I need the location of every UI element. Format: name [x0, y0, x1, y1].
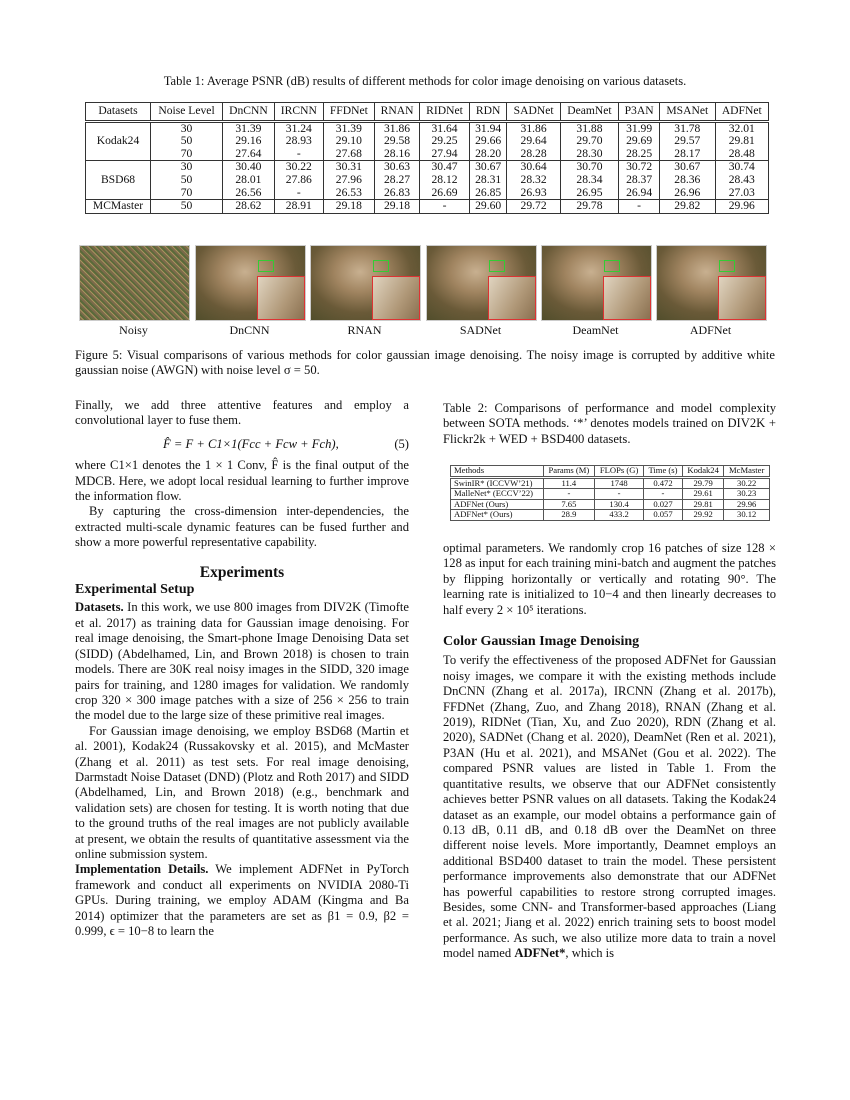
table1-header: Noise Level: [151, 103, 223, 122]
table-row: [451, 477, 770, 489]
table-cell: 31.39: [222, 121, 274, 135]
table-cell: 28.20: [469, 148, 507, 161]
image-label: SADNet: [459, 323, 502, 337]
table-cell: 28.17: [660, 148, 716, 161]
table-cell: 30.12: [724, 510, 770, 521]
table-cell: 30.64: [507, 161, 560, 174]
table-cell: 29.70: [560, 135, 618, 148]
dataset-cell: BSD68: [86, 161, 151, 200]
table-cell: 27.68: [323, 148, 374, 161]
table-row: [86, 174, 769, 187]
right-column: [443, 401, 776, 447]
paragraph-end: , which is: [565, 946, 615, 961]
run-in-heading: Datasets.: [75, 600, 124, 615]
zoom-inset: [488, 276, 536, 320]
table1-header: SADNet: [507, 103, 560, 122]
table-cell: 29.61: [682, 489, 723, 500]
table-cell: 30.22: [274, 161, 323, 174]
table-cell: 7.65: [543, 499, 595, 510]
table1-header: DeamNet: [560, 103, 618, 122]
table-cell: 0.057: [644, 510, 683, 521]
zoom-inset: [257, 276, 305, 320]
zoom-region-box: [489, 260, 505, 272]
table-cell: -: [595, 489, 644, 500]
table-cell: 30.22: [724, 477, 770, 489]
table-cell: 28.32: [507, 174, 560, 187]
paragraph: We implement ADFNet in PyTorch framework and conduct all experiments on NVIDIA 2080-Ti GPUs. During training, we employ ADAM (Kingma and Ba 2014) optimizer that the parameters are set as β1 = 0.9, β2 = 0.999, ϵ = 10−8 to learn the: [75, 862, 409, 938]
table-cell: 50: [151, 174, 223, 187]
table2-header: Kodak24: [682, 466, 723, 478]
table-cell: 30.74: [715, 161, 768, 174]
comparison-image: [656, 245, 767, 321]
table-cell: 70: [151, 148, 223, 161]
table-cell: 26.94: [619, 187, 660, 200]
table-row: [451, 499, 770, 510]
section-heading: Experiments: [199, 563, 285, 581]
comparison-image: [541, 245, 652, 321]
table-cell: 31.99: [619, 121, 660, 135]
table-cell: 30.70: [560, 161, 618, 174]
table1-header: FFDNet: [323, 103, 374, 122]
table-cell: 30: [151, 161, 223, 174]
table1-header: RIDNet: [420, 103, 470, 122]
table-row: [86, 148, 769, 161]
table-cell: 28.16: [374, 148, 419, 161]
zoom-inset: [718, 276, 766, 320]
table-cell: -: [274, 187, 323, 200]
table-cell: 29.78: [560, 200, 618, 214]
table2-header: Methods: [451, 466, 544, 478]
table-cell: 29.60: [469, 200, 507, 214]
image-label: Noisy: [119, 323, 148, 337]
table-cell: 29.58: [374, 135, 419, 148]
table-cell: 433.2: [595, 510, 644, 521]
table-cell: 30.67: [469, 161, 507, 174]
table1-header: IRCNN: [274, 103, 323, 122]
table-cell: 30.67: [660, 161, 716, 174]
table-cell: -: [619, 200, 660, 214]
table-cell: 30: [151, 121, 223, 135]
table-cell: 31.86: [507, 121, 560, 135]
table-cell: 29.79: [682, 477, 723, 489]
model-name: ADFNet*: [514, 946, 566, 961]
table-cell: 26.83: [374, 187, 419, 200]
table-cell: MalleNet* (ECCV’22): [451, 489, 544, 500]
table-cell: 26.69: [420, 187, 470, 200]
comparison-image: [310, 245, 421, 321]
table-row: [86, 135, 769, 148]
table-cell: ADFNet (Ours): [451, 499, 544, 510]
table1-header: Datasets: [86, 103, 151, 122]
table2-header: Params (M): [543, 466, 595, 478]
table-cell: 29.81: [715, 135, 768, 148]
table-row: [451, 510, 770, 521]
table-cell: 27.03: [715, 187, 768, 200]
table-cell: 28.48: [715, 148, 768, 161]
paragraph: To verify the effectiveness of the proposed ADFNet for Gaussian noisy images, we compare it with the existing methods include DnCNN (Zhang et al. 2017a), IRCNN (Zhang et al. 2017b), FFDNet (Zhang, Zuo, and Zhang 2018), RNAN (Zhang et al. 2019), RIDNet (Tian, Xu, and Zuo 2020), RDN (Zhang et al. 2020), SADNet (Chang et al. 2020), DeamNet (Ren et al. 2021), P3AN (Hu et al. 2021), and MSANet (Gou et al. 2022). The compared PSNR values are listed in Table 1. From the quantitative results, we observe that our ADFNet consistently achieves better PSNR values on all datasets. Taking the Kodak24 dataset as an example, our model obtains a performance gain of 0.13 dB, 0.11 dB, and 0.18 dB over the DeamNet on three different noise levels. More importantly, Deamnet employs an additional BSD400 dataset to train the model. These persistent performance improvements also demonstrate that our ADFNet has powerful capabilities to restore strong corrupted images. Besides, some CNN- and Transformer-based approaches (Liang et al. 2021; Jiang et al. 2022) enrich training sets to boost model performance. As such, we also utilize more data to train a novel model named: [443, 653, 776, 961]
subsection-heading: Color Gaussian Image Denoising: [443, 634, 640, 650]
table-cell: 29.64: [507, 135, 560, 148]
table-cell: 0.472: [644, 477, 683, 489]
table-cell: 31.78: [660, 121, 716, 135]
table2-header: FLOPs (G): [595, 466, 644, 478]
image-label: ADFNet: [689, 323, 732, 337]
table-cell: 29.96: [715, 200, 768, 214]
table-row: [451, 489, 770, 500]
table-cell: 11.4: [543, 477, 595, 489]
comparison-image: [426, 245, 537, 321]
table-cell: 29.69: [619, 135, 660, 148]
table2-header: Time (s): [644, 466, 683, 478]
equation-number: (5): [394, 436, 409, 451]
subsection-heading: Experimental Setup: [75, 582, 195, 598]
table1-header: MSANet: [660, 103, 716, 122]
paragraph: Finally, we add three attentive features and employ a convolutional layer to fuse them.: [75, 398, 409, 428]
table-cell: 30.72: [619, 161, 660, 174]
table-cell: 31.24: [274, 121, 323, 135]
equation-5: [75, 437, 409, 452]
image-label: RNAN: [347, 323, 382, 337]
table-cell: 0.027: [644, 499, 683, 510]
table-cell: 26.56: [222, 187, 274, 200]
table-cell: 31.64: [420, 121, 470, 135]
table-cell: 30.31: [323, 161, 374, 174]
table-cell: 26.96: [660, 187, 716, 200]
equation: F̂ = F + C1×1(Fcc + Fcw + Fch),: [163, 436, 339, 451]
table-cell: 28.25: [619, 148, 660, 161]
table-cell: 29.25: [420, 135, 470, 148]
table-cell: ADFNet* (Ours): [451, 510, 544, 521]
table-cell: 28.28: [507, 148, 560, 161]
run-in-heading: Implementation Details.: [75, 862, 209, 877]
figure5-caption: Figure 5: Visual comparisons of various methods for color gaussian image denoising. The noisy image is corrupted by additive white gaussian noise (AWGN) with noise level σ = 50.: [75, 348, 775, 378]
table-cell: 50: [151, 135, 223, 148]
table-cell: 28.37: [619, 174, 660, 187]
image-label: DnCNN: [229, 323, 270, 337]
table-cell: 27.86: [274, 174, 323, 187]
table-cell: 130.4: [595, 499, 644, 510]
paragraph: In this work, we use 800 images from DIV2K (Timofte et al. 2017) as training data for Gaussian image denoising. For real image denoising, the Smart-phone Image Denoising Data set (SIDD) (Abdelhamed, Lin, and Brown 2018) is chosen to train models. There are 30K real noisy images in the SIDD, 320 image pairs for training, and 1280 images for validation. We randomly crop 320 × 300 image patches with a size of 256 × 256 to train the model due to the large size of these primitive real images.: [75, 600, 409, 723]
table-cell: -: [543, 489, 595, 500]
table1-header: DnCNN: [222, 103, 274, 122]
table-cell: 29.10: [323, 135, 374, 148]
table-cell: 31.39: [323, 121, 374, 135]
table-cell: 29.72: [507, 200, 560, 214]
table-cell: 27.96: [323, 174, 374, 187]
table-cell: SwinIR* (ICCVW’21): [451, 477, 544, 489]
table1-header: ADFNet: [715, 103, 768, 122]
table-cell: 28.43: [715, 174, 768, 187]
zoom-inset: [603, 276, 651, 320]
table-cell: 28.91: [274, 200, 323, 214]
comparison-image: [195, 245, 306, 321]
table-cell: 28.31: [469, 174, 507, 187]
table-row: [86, 200, 769, 214]
table-cell: 31.88: [560, 121, 618, 135]
table-cell: -: [274, 148, 323, 161]
table-cell: 26.85: [469, 187, 507, 200]
table-cell: 30.63: [374, 161, 419, 174]
table1-caption: Table 1: Average PSNR (dB) results of different methods for color image denoising on various datasets.: [163, 74, 687, 88]
table-cell: 30.47: [420, 161, 470, 174]
table-cell: 31.86: [374, 121, 419, 135]
zoom-inset: [372, 276, 420, 320]
table-cell: 32.01: [715, 121, 768, 135]
table-cell: 26.53: [323, 187, 374, 200]
table-cell: 30.23: [724, 489, 770, 500]
zoom-region-box: [719, 260, 735, 272]
table-cell: 28.36: [660, 174, 716, 187]
table-cell: 26.95: [560, 187, 618, 200]
table-cell: 70: [151, 187, 223, 200]
paragraph: optimal parameters. We randomly crop 16 patches of size 128 × 128 as input for each training mini-batch and augment the patches by flipping horizontally or vertically and rotating 90°. The learning rate is initialized to 10−4 and then linearly decreases to half every 2 × 10⁵ iterations.: [443, 541, 776, 617]
table1-header: RNAN: [374, 103, 419, 122]
zoom-region-box: [373, 260, 389, 272]
table-cell: 29.16: [222, 135, 274, 148]
table-cell: 29.82: [660, 200, 716, 214]
zoom-region-box: [258, 260, 274, 272]
table-cell: 27.64: [222, 148, 274, 161]
table-cell: 29.18: [374, 200, 419, 214]
paragraph: For Gaussian image denoising, we employ BSD68 (Martin et al. 2001), Kodak24 (Russakovsky et al. 2015), and McMaster (Zhang et al. 2011) as test sets. For real image denoising, Darmstadt Noise Dataset (DND) (Plotz and Roth 2017) and SIDD (Abdelhamed, Lin, and Brown 2018) (e.g., benchmark and validation sets) are chosen for testing. It is worth noting that due to the ground truths of the real images are not publicly available at present, we obtain the results of quantitative assessment via the online submission system.: [75, 723, 409, 861]
dataset-cell: MCMaster: [86, 200, 151, 214]
table-cell: 28.01: [222, 174, 274, 187]
table-cell: 29.66: [469, 135, 507, 148]
table1-header: RDN: [469, 103, 507, 122]
table-cell: 28.30: [560, 148, 618, 161]
right-column-body: [443, 541, 776, 962]
comparison-image: [79, 245, 190, 321]
table-cell: 27.94: [420, 148, 470, 161]
paragraph: where C1×1 denotes the 1 × 1 Conv, F̂ is the final output of the MDCB. Here, we adopt local residual learning to further improve the information flow.: [75, 458, 409, 504]
table-cell: 26.93: [507, 187, 560, 200]
table-cell: 1748: [595, 477, 644, 489]
table-cell: 30.40: [222, 161, 274, 174]
table-cell: -: [644, 489, 683, 500]
table-cell: 29.57: [660, 135, 716, 148]
left-column: [75, 398, 409, 939]
table-cell: 28.34: [560, 174, 618, 187]
image-label: DeamNet: [572, 323, 619, 337]
table-cell: 28.27: [374, 174, 419, 187]
table-cell: 28.12: [420, 174, 470, 187]
table1: [85, 102, 769, 214]
table-cell: 29.92: [682, 510, 723, 521]
table-cell: 29.81: [682, 499, 723, 510]
dataset-cell: Kodak24: [86, 121, 151, 161]
table-cell: 29.96: [724, 499, 770, 510]
table-row: [86, 161, 769, 174]
table-cell: 28.62: [222, 200, 274, 214]
table2: [450, 465, 770, 521]
table-cell: -: [420, 200, 470, 214]
table-row: [86, 187, 769, 200]
table-cell: 28.93: [274, 135, 323, 148]
table-row: [86, 121, 769, 135]
zoom-region-box: [604, 260, 620, 272]
table2-header: McMaster: [724, 466, 770, 478]
table-cell: 28.9: [543, 510, 595, 521]
table-cell: 31.94: [469, 121, 507, 135]
table-cell: 29.18: [323, 200, 374, 214]
table-cell: 50: [151, 200, 223, 214]
paragraph: By capturing the cross-dimension inter-dependencies, the extracted multi-scale dynamic features can be fused further and show a more powerful representative capability.: [75, 504, 409, 550]
table2-caption: Table 2: Comparisons of performance and model complexity between SOTA methods. ‘*’ denotes models trained on DIV2K + Flickr2k + WED + BSD400 datasets.: [443, 401, 776, 446]
table1-header: P3AN: [619, 103, 660, 122]
